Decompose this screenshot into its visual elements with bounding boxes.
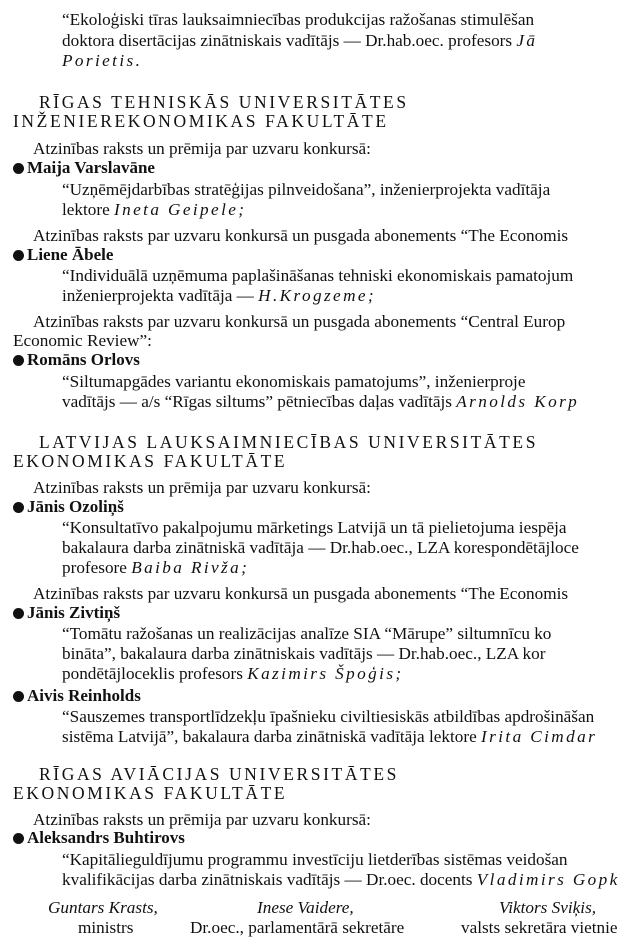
rtu-supervisor-2: H.Krogzeme;	[258, 286, 377, 305]
rtu-work-2-line-1: “Individuālā uzņēmuma paplašināšanas tehniski ekonomiskais pamatojum	[62, 266, 574, 285]
llu-work-3-line-1: “Sauszemes transportlīdzekļu īpašnieku civiltiesiskās atbildības apdrošināšan	[62, 707, 595, 726]
signature-2-name: Inese Vaidere,	[257, 898, 354, 917]
llu-supervisor-2: Kazimirs Špoģis;	[247, 664, 404, 683]
rtu-laureate-2	[13, 245, 113, 265]
llu-laureate-3	[13, 686, 141, 706]
rtu-work-1-line-2	[62, 200, 246, 220]
llu-laureate-3-name: Aivis Reinholds	[27, 686, 141, 705]
llu-laureate-1-name: Jānis Ozoliņš	[27, 497, 124, 516]
signature-3-name: Viktors Sviķis,	[499, 898, 597, 917]
rtu-work-3-role: vadītājs — a/s “Rīgas siltums” pētniecības daļas vadītājs	[62, 392, 452, 411]
llu-laureate-2-name: Jānis Zivtiņš	[27, 603, 121, 622]
llu-laureate-2	[13, 603, 120, 623]
rtu-laureate-1	[13, 158, 155, 178]
rau-work-1-line-2	[62, 870, 620, 890]
rau-title-1: RĪGAS AVIĀCIJAS UNIVERSITĀTES	[39, 764, 399, 784]
bullet-icon	[13, 502, 24, 513]
llu-title-2: EKONOMIKAS FAKULTĀTE	[13, 451, 288, 471]
rtu-title-2: INŽENIEREKONOMIKAS FAKULTĀTE	[13, 111, 389, 131]
signature-2-role: Dr.oec., parlamentārā sekretāre	[190, 918, 405, 937]
llu-title-1: LATVIJAS LAUKSAIMNIECĪBAS UNIVERSITĀTES	[39, 432, 539, 452]
bullet-icon	[13, 163, 24, 174]
rau-supervisor-1: Vladimirs Gopk	[476, 870, 620, 889]
rau-work-1-role: kvalifikācijas darba zinātniskais vadītājs — Dr.oec. docents	[62, 870, 473, 889]
llu-supervisor-3: Irita Cimdar	[481, 727, 598, 746]
llu-work-3-line-2	[62, 727, 597, 747]
llu-work-1-role: profesore	[62, 558, 127, 577]
rtu-laureate-3	[13, 350, 140, 370]
bullet-icon	[13, 833, 24, 844]
intro-supervisor-first: Jā	[516, 31, 538, 50]
rtu-award-1: Atzinības raksts un prēmija par uzvaru konkursā:	[33, 139, 371, 158]
rtu-work-3-line-2	[62, 392, 579, 412]
rtu-work-2-line-2	[62, 286, 376, 306]
rtu-work-2-role: inženierprojekta vadītāja —	[62, 286, 254, 305]
rau-title-2: EKONOMIKAS FAKULTĀTE	[13, 783, 288, 803]
llu-supervisor-1: Baiba Rivža;	[131, 558, 250, 577]
llu-work-1-line-2: bakalaura darba zinātniskā vadītāja — Dr.hab.oec., LZA korespondētājloce	[62, 538, 579, 557]
bullet-icon	[13, 691, 24, 702]
rtu-laureate-2-name: Liene Ābele	[27, 245, 114, 264]
intro-line-1: “Ekoloģiski tīras lauksaimniecības produkcijas ražošanas stimulēšan	[62, 10, 535, 29]
bullet-icon	[13, 608, 24, 619]
llu-laureate-1	[13, 497, 124, 517]
rtu-work-1-role: lektore	[62, 200, 110, 219]
intro-supervisor-last: Porietis.	[62, 51, 143, 70]
llu-work-2-line-3	[62, 664, 404, 684]
rau-work-1-line-1: “Kapitālieguldījumu programmu investīciju lietderības sistēmas veidošan	[62, 850, 568, 869]
rtu-work-3-line-1: “Siltumapgādes variantu ekonomiskais pamatojums”, inženierproje	[62, 372, 526, 391]
llu-work-1-line-3	[62, 558, 249, 578]
intro-line-2	[62, 31, 537, 51]
bullet-icon	[13, 355, 24, 366]
signature-1-name: Guntars Krasts,	[48, 898, 158, 917]
bullet-icon	[13, 250, 24, 261]
llu-work-1-line-1: “Konsultatīvo pakalpojumu mārketings Latvijā un tā pielietojuma iespēja	[62, 518, 567, 537]
rau-laureate-1	[13, 828, 185, 848]
llu-work-2-line-1: “Tomātu ražošanas un realizācijas analīze SIA “Mārupe” siltumnīcu ko	[62, 624, 552, 643]
rtu-supervisor-3: Arnolds Korp	[456, 392, 580, 411]
rtu-award-3-line-1: Atzinības raksts par uzvaru konkursā un pusgada abonements “Central Europ	[33, 312, 566, 331]
llu-work-3-role: sistēma Latvijā”, bakalaura darba zinātniskā vadītāja lektore	[62, 727, 477, 746]
signature-1-role: ministrs	[78, 918, 134, 937]
rtu-award-3-line-2: Economic Review”:	[13, 331, 152, 350]
rtu-supervisor-1: Ineta Geipele;	[114, 200, 247, 219]
rau-award-1: Atzinības raksts un prēmija par uzvaru konkursā:	[33, 810, 371, 829]
rtu-laureate-1-name: Maija Varslavāne	[27, 158, 155, 177]
signature-3-role: valsts sekretāra vietnie	[461, 918, 618, 937]
llu-work-2-role: pondētājloceklis profesors	[62, 664, 243, 683]
llu-work-2-line-2: bināta”, bakalaura darba zinātniskais vadītājs — Dr.hab.oec., LZA kor	[62, 644, 546, 663]
llu-award-1: Atzinības raksts un prēmija par uzvaru konkursā:	[33, 478, 371, 497]
rtu-work-1-line-1: “Uzņēmējdarbības stratēģijas pilnveidošana”, inženierprojekta vadītāja	[62, 180, 551, 199]
rau-laureate-1-name: Aleksandrs Buhtirovs	[27, 828, 185, 847]
llu-award-2: Atzinības raksts par uzvaru konkursā un pusgada abonements “The Economis	[33, 584, 569, 603]
intro-line-2-text: doktora disertācijas zinātniskais vadītājs — Dr.hab.oec. profesors	[62, 31, 513, 50]
rtu-award-2: Atzinības raksts par uzvaru konkursā un pusgada abonements “The Economis	[33, 226, 569, 245]
rtu-title-1: RĪGAS TEHNISKĀS UNIVERSITĀTES	[39, 92, 409, 112]
rtu-laureate-3-name: Romāns Orlovs	[27, 350, 140, 369]
